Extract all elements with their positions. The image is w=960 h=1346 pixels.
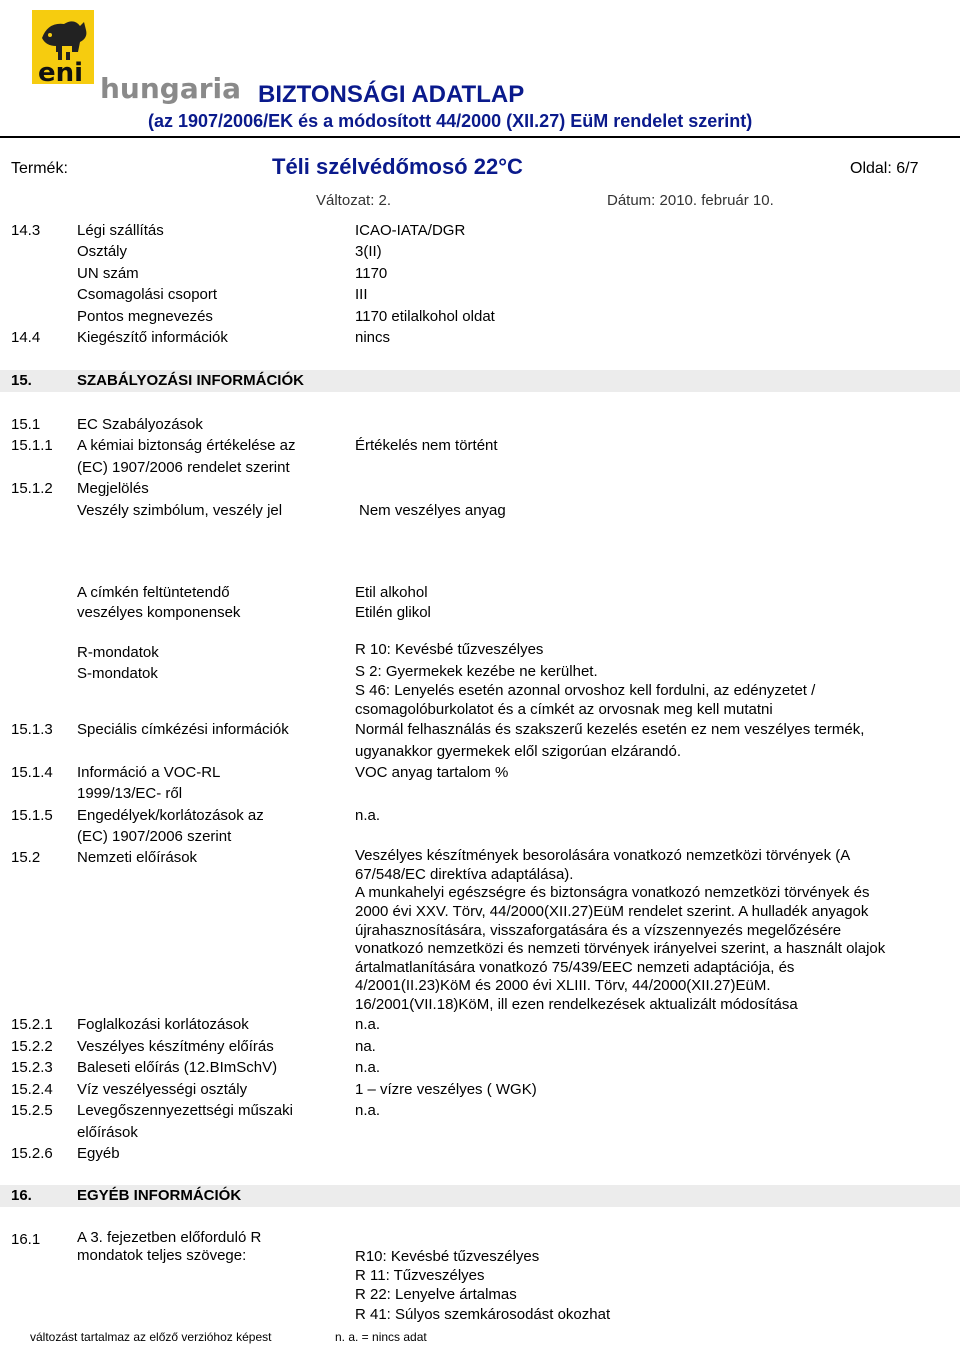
field-label: R-mondatok [77, 644, 159, 661]
field-label: mondatok teljes szövege: [77, 1247, 247, 1264]
field-label: A kémiai biztonság értékelése az [77, 437, 296, 454]
document-date: Dátum: 2010. február 10. [607, 192, 774, 209]
text-line: 16/2001(VII.18)KöM, ill ezen rendelkezések aktualizált módosítása [355, 996, 798, 1013]
field-value: R 10: Kevésbé tűzveszélyes [355, 641, 544, 658]
field-label: Veszélyes készítmény előírás [77, 1038, 274, 1055]
section-number: 15.1.1 [11, 437, 53, 454]
field-label: előírások [77, 1124, 138, 1141]
section-number: 15.1.2 [11, 480, 53, 497]
section-number: 15.2.2 [11, 1038, 53, 1055]
section-number: 15.2.3 [11, 1059, 53, 1076]
field-value: 1 – vízre veszélyes ( WGK) [355, 1081, 537, 1098]
field-label: 1999/13/EC- ről [77, 785, 183, 802]
field-value: ICAO-IATA/DGR [355, 222, 466, 239]
page-number: Oldal: 6/7 [850, 160, 919, 177]
field-label: Csomagolási csoport [77, 286, 218, 303]
section-number: 15.2.6 [11, 1145, 53, 1162]
field-label: Levegőszennyezettségi műszaki [77, 1102, 293, 1119]
section-number: 16. [11, 1187, 32, 1204]
field-label: Speciális címkézési információk [77, 721, 289, 738]
version: Változat: 2. [316, 192, 392, 209]
field-value: 1170 [355, 265, 388, 282]
field-value: n.a. [355, 807, 381, 824]
field-value: 3(II) [355, 243, 382, 260]
field-label: Információ a VOC-RL [77, 764, 221, 781]
section-number: 15.1.4 [11, 764, 53, 781]
field-value: na. [355, 1038, 376, 1055]
field-label: Osztály [77, 243, 128, 260]
field-label: Foglalkozási korlátozások [77, 1016, 249, 1033]
field-value: Etilén glikol [355, 604, 431, 621]
section-number: 15.1.5 [11, 807, 53, 824]
section-number: 16.1 [11, 1231, 41, 1248]
field-label: Baleseti előírás (12.BImSchV) [77, 1059, 278, 1076]
section-number: 15.2.1 [11, 1016, 53, 1033]
field-value: 1170 etilalkohol oldat [355, 308, 495, 325]
field-value: csomagolóburkolatot és a címkét az orvosnak meg kell mutatni [355, 701, 773, 718]
field-value: Nem veszélyes anyag [359, 502, 506, 519]
text-line: 4/2001(II.23)KöM és 2000 évi XLIII. Törv, 44/2000(XII.27)EüM. [355, 977, 771, 994]
field-label: S-mondatok [77, 665, 158, 682]
field-value: ugyanakkor gyermekek elől szigorúan elzárandó. [355, 743, 682, 760]
field-label: Megjelölés [77, 480, 149, 497]
field-label: Engedélyek/korlátozások az [77, 807, 264, 824]
field-value: VOC anyag tartalom % [355, 764, 509, 781]
field-value: n.a. [355, 1102, 381, 1119]
field-label: Veszély szimbólum, veszély jel [77, 502, 283, 519]
header-divider [0, 136, 960, 138]
section-title: SZABÁLYOZÁSI INFORMÁCIÓK [77, 372, 304, 389]
product-name: Téli szélvédőmosó 22°C [272, 154, 523, 179]
section-number: 15.1 [11, 416, 41, 433]
field-label: UN szám [77, 265, 139, 282]
document-subtitle: (az 1907/2006/EK és a módosított 44/2000 (XII.27) EüM rendelet szerint) [148, 111, 753, 131]
field-value: nincs [355, 329, 391, 346]
section-number: 14.4 [11, 329, 41, 346]
text-line: vonatkozó nemzetközi és nemzeti törvények irányelvei szerint, a használt olajok [355, 940, 886, 957]
field-label: veszélyes komponensek [77, 604, 241, 621]
field-label: Pontos megnevezés [77, 308, 213, 325]
product-label: Termék: [11, 160, 68, 177]
footer-legend: n. a. = nincs adat [335, 1330, 427, 1344]
text-line: R 22: Lenyelve ártalmas [355, 1286, 517, 1303]
logo [28, 8, 242, 105]
field-value: n.a. [355, 1059, 381, 1076]
section-15-band [0, 370, 960, 392]
section-number: 15.2.5 [11, 1102, 53, 1119]
text-line: Veszélyes készítmények besorolására vonatkozó nemzetközi törvények (A [355, 847, 851, 864]
field-label: Egyéb [77, 1145, 120, 1162]
field-label: (EC) 1907/2006 szerint [77, 828, 232, 845]
text-line: ártalmatlanítására vonatkozó 75/439/EEC nemzeti adaptációja, és [355, 959, 795, 976]
section-number: 15. [11, 372, 32, 389]
field-label: Légi szállítás [77, 222, 164, 239]
field-value: S 46: Lenyelés esetén azonnal orvoshoz kell fordulni, az edényzetet / [355, 682, 816, 699]
field-value: S 2: Gyermekek kezébe ne kerülhet. [355, 663, 598, 680]
text-line: A munkahelyi egészségre és biztonságra vonatkozó nemzetközi törvények és [355, 884, 870, 901]
text-line: R 11: Tűzveszélyes [355, 1267, 485, 1284]
section-number: 15.1.3 [11, 721, 53, 738]
field-value: n.a. [355, 1016, 381, 1033]
section-number: 15.2.4 [11, 1081, 53, 1098]
field-value: Értékelés nem történt [355, 437, 498, 454]
text-line: R 41: Súlyos szemkárosodást okozhat [355, 1306, 611, 1323]
section-16-band [0, 1185, 960, 1207]
text-line: 2000 évi XXV. Törv, 44/2000(XII.27)EüM rendelet szerint. A hulladék anyagok [355, 903, 869, 920]
footer-note: változást tartalmaz az előző verzióhoz képest [30, 1330, 272, 1344]
logo-country: hungaria [100, 72, 242, 105]
field-label: Nemzeti előírások [77, 849, 198, 866]
section-number: 15.2 [11, 849, 41, 866]
field-value: Normál felhasználás és szakszerű kezelés esetén ez nem veszélyes termék, [355, 721, 865, 738]
field-value: Etil alkohol [355, 584, 428, 601]
document-title: BIZTONSÁGI ADATLAP [258, 81, 525, 108]
field-label: EC Szabályozások [77, 416, 203, 433]
field-label: Kiegészítő információk [77, 329, 228, 346]
text-line: R10: Kevésbé tűzveszélyes [355, 1248, 540, 1265]
field-label: A 3. fejezetben előforduló R [77, 1229, 262, 1246]
field-label: (EC) 1907/2006 rendelet szerint [77, 459, 290, 476]
section-title: EGYÉB INFORMÁCIÓK [77, 1187, 242, 1204]
field-label: A címkén feltüntetendő [77, 584, 230, 601]
field-label: Víz veszélyességi osztály [77, 1081, 248, 1098]
text-line: újrahasznosítására, visszaforgatására és a vízszennyezés megelőzésére [355, 922, 842, 939]
logo-brand: eni [38, 58, 84, 88]
field-value: III [355, 286, 368, 303]
section-number: 14.3 [11, 222, 41, 239]
text-line: 67/548/EC direktíva adaptálása). [355, 866, 574, 883]
